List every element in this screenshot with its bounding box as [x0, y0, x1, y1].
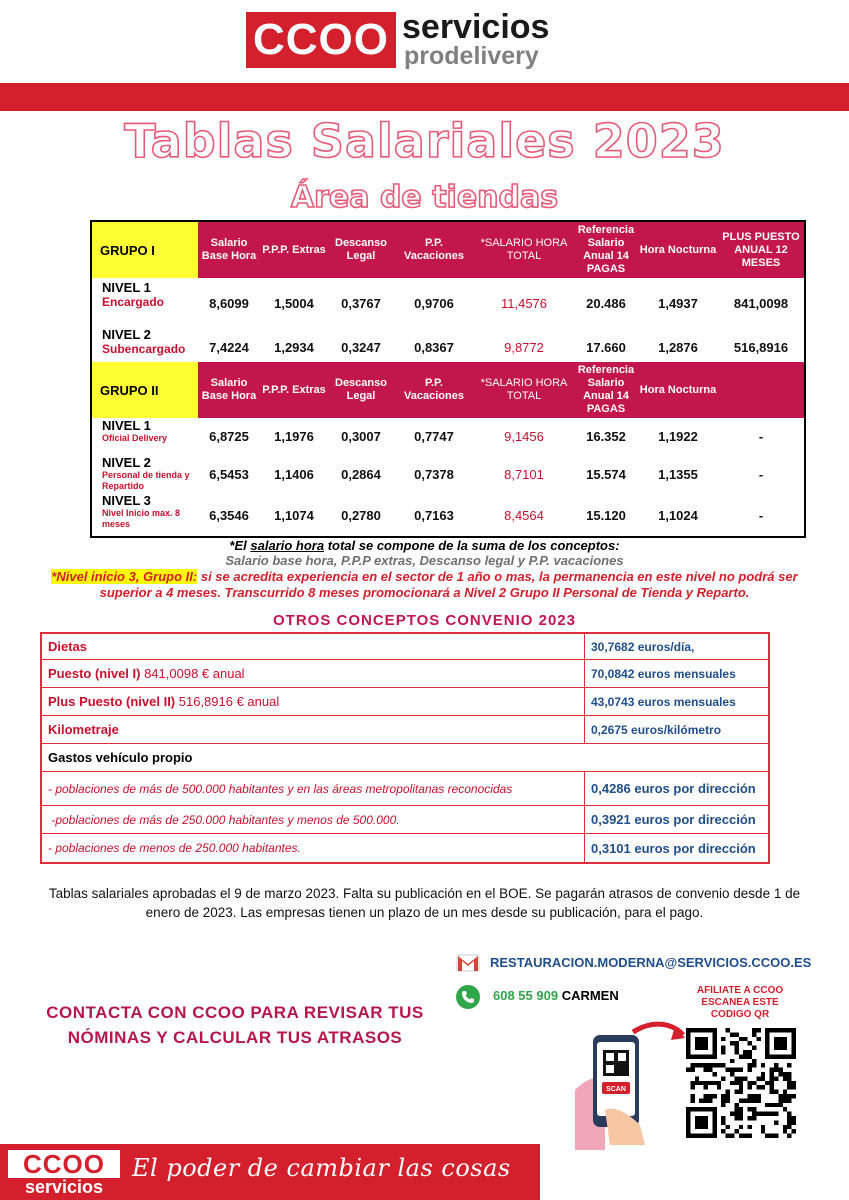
value-cell: 1,4937 — [658, 296, 698, 311]
otros-value: 30,7682 euros/día, — [591, 639, 695, 654]
level-category: Oficial Delivery — [102, 433, 168, 443]
value-cell: 516,8916 — [733, 339, 789, 355]
otros-concept — [42, 716, 585, 743]
table-row — [92, 327, 804, 367]
level-cell — [92, 455, 198, 493]
value-cell: 6,3546 — [209, 508, 249, 523]
otros-row — [42, 660, 768, 688]
page-title: Tablas Salariales 2023 — [124, 114, 725, 168]
note-concepts: Salario base hora, P.P.P extras, Descanso legal y P.P. vacaciones — [225, 553, 624, 568]
otros-row — [42, 834, 768, 862]
level-name: NIVEL 1 — [102, 418, 151, 433]
value-cell: - — [758, 508, 764, 523]
column-header: PLUS PUESTO ANUAL 12 MESES — [722, 230, 800, 269]
concept-detail: - poblaciones de menos de 250.000 habitantes. — [48, 841, 301, 855]
value-cell: 0,7378 — [414, 466, 454, 482]
column-header: Salario Base Hora — [201, 377, 257, 402]
otros-row — [42, 688, 768, 716]
table-row — [92, 280, 804, 327]
value-cell: 1,2876 — [658, 339, 698, 355]
salary-table — [90, 220, 806, 538]
note-underlined: salario hora — [250, 538, 325, 553]
note-text: total se compone de la suma de los conceptos: — [324, 538, 620, 553]
concept-detail: 516,8916 € anual — [175, 694, 280, 709]
level-name: NIVEL 2 — [102, 327, 151, 342]
column-header: *SALARIO HORA TOTAL — [480, 377, 568, 402]
column-header: P.P. Vacaciones — [404, 377, 464, 402]
otros-row — [42, 744, 768, 772]
value-cell: 1,1074 — [274, 508, 314, 523]
brand-subtitle: prodelivery — [404, 42, 539, 70]
value-cell: 8,7101 — [504, 466, 544, 482]
column-header: Referencia Salario Anual 14 PAGAS — [577, 364, 635, 415]
page-subtitle: Área de tiendas — [290, 180, 559, 215]
footer-logo-ccoo: CCOO — [8, 1150, 120, 1178]
concept-name: Kilometraje — [48, 722, 119, 737]
column-header: Descanso Legal — [335, 237, 387, 262]
value-cell: 16.352 — [586, 429, 626, 444]
concept-detail: -poblaciones de más de 250.000 habitantes y menos de 500.000. — [48, 812, 400, 827]
otros-row — [42, 634, 768, 660]
group-label: GRUPO I — [92, 222, 198, 278]
scan-label: SCAN — [606, 1086, 626, 1093]
value-cell: 1,1355 — [658, 466, 698, 482]
value-cell: 9,8772 — [504, 339, 544, 355]
value-cell: 0,8367 — [414, 339, 454, 355]
column-header: *SALARIO HORA TOTAL — [480, 237, 568, 262]
level-cell — [92, 280, 198, 327]
hand-scanning-phone-illustration — [575, 1020, 685, 1150]
otros-value: 43,0743 euros mensuales — [591, 694, 736, 709]
otros-value: 70,0842 euros mensuales — [591, 666, 736, 681]
header-red-bar — [0, 83, 849, 111]
otros-concept — [42, 744, 768, 771]
otros-row — [42, 716, 768, 744]
value-cell: 1,2934 — [274, 339, 314, 355]
value-cell: 8,4564 — [504, 508, 544, 523]
level-cell — [92, 327, 198, 367]
footer-logo-servicios: servicios — [24, 1177, 104, 1197]
otros-concept — [42, 806, 585, 833]
column-header: Referencia Salario Anual 14 PAGAS — [577, 224, 635, 275]
value-cell: 1,1976 — [274, 429, 314, 444]
value-cell: 6,5453 — [209, 466, 249, 482]
value-cell: 0,3247 — [341, 339, 381, 355]
value-cell: 1,1922 — [658, 429, 698, 444]
level-category: Encargado — [102, 295, 165, 309]
table-header-group2 — [92, 362, 804, 418]
value-cell: 0,3007 — [341, 429, 381, 444]
value-cell: 0,2864 — [341, 466, 381, 482]
level-category: Subencargado — [102, 342, 186, 356]
note-text: *El — [229, 538, 251, 553]
footer-slogan: El poder de cambiar las cosas — [132, 1154, 511, 1182]
otros-concept — [42, 834, 585, 862]
note-nivel-inicio — [0, 569, 849, 601]
column-header: Salario Base Hora — [201, 237, 257, 262]
level-category: Personal de tienda y Repartido — [102, 470, 190, 491]
table-row — [92, 455, 804, 493]
value-cell: - — [758, 429, 764, 444]
level-category: Nivel Inicio max. 8 meses — [102, 508, 181, 529]
value-cell: 15.120 — [586, 508, 626, 523]
mail-icon — [456, 953, 480, 973]
level-name: NIVEL 2 — [102, 455, 151, 470]
value-cell: 6,8725 — [209, 429, 249, 444]
value-cell: 8,6099 — [209, 296, 249, 311]
value-cell: 15.574 — [586, 466, 626, 482]
footer-logo — [8, 1150, 120, 1196]
concept-name: Gastos vehículo propio — [48, 750, 193, 765]
otros-concept — [42, 634, 585, 659]
afiliate-label: AFILIATE A CCOO ESCANEA ESTE CODIGO QR — [696, 985, 784, 1020]
otros-concept — [42, 688, 585, 715]
contact-email[interactable]: RESTAURACION.MODERNA@SERVICIOS.CCOO.ES — [490, 955, 812, 970]
column-header: P.P.P. Extras — [262, 243, 326, 256]
otros-value: 0,2675 euros/kilómetro — [591, 722, 722, 737]
otros-concept — [42, 660, 585, 687]
call-to-action: CONTACTA CON CCOO PARA REVISAR TUS NÓMINAS Y CALCULAR TUS ATRASOS — [46, 1003, 424, 1047]
level-name: NIVEL 1 — [102, 280, 151, 295]
table-header-group1 — [92, 222, 804, 278]
table-row — [92, 418, 804, 455]
note-highlight: *Nivel inicio 3, Grupo II: — [51, 569, 198, 584]
phone-contact-name: CARMEN — [558, 988, 619, 1003]
value-cell: 1,1406 — [274, 466, 314, 482]
qr-code[interactable] — [686, 1028, 796, 1138]
note-text: si se acredita experiencia en el sector de 1 año o mas, la permanencia en este nivel no podrá ser superior a 4 meses. Transcurrido 8 meses promocionará a Nivel 2 Grupo II Personal de Tienda y Reparto. — [99, 569, 798, 600]
level-cell — [92, 418, 198, 455]
value-cell: - — [758, 466, 764, 482]
approval-note: Tablas salariales aprobadas el 9 de marzo 2023. Falta su publicación en el BOE. Se pagarán atrasos de convenio desde 1 de enero de 2023. Las empresas tienen un plazo de un mes desde su publicación, para el pago. — [48, 886, 801, 920]
level-name: NIVEL 3 — [102, 493, 151, 508]
logo-text: CCOO — [253, 15, 389, 64]
value-cell: 7,4224 — [209, 339, 249, 355]
phone-number: 608 55 909 — [493, 988, 559, 1003]
value-cell: 0,2780 — [341, 508, 381, 523]
brand-title: servicios — [402, 8, 550, 46]
column-header: P.P. Vacaciones — [404, 237, 464, 262]
column-header: Hora Nocturna — [639, 243, 717, 256]
note-salary-composition — [0, 538, 849, 553]
value-cell: 11,4576 — [500, 296, 548, 311]
otros-value: 0,4286 euros por dirección — [591, 781, 756, 796]
ccoo-logo — [246, 12, 396, 68]
level-cell — [92, 493, 198, 538]
otros-concept — [42, 772, 585, 805]
group-label: GRUPO II — [92, 362, 198, 418]
concept-detail: 841,0098 € anual — [140, 666, 245, 681]
otros-conceptos-table — [40, 632, 770, 864]
value-cell: 0,3767 — [341, 296, 381, 311]
column-header — [718, 362, 804, 418]
concept-name: Dietas — [48, 639, 88, 654]
value-cell: 17.660 — [586, 339, 626, 355]
concept-name: Plus Puesto (nivel II) — [48, 694, 176, 709]
concept-detail: - poblaciones de más de 500.000 habitantes y en las áreas metropolitanas reconocidas — [48, 781, 513, 796]
otros-row — [42, 772, 768, 806]
otros-value: 0,3101 euros por dirección — [591, 840, 756, 856]
otros-row — [42, 806, 768, 834]
value-cell: 0,7163 — [414, 508, 454, 523]
whatsapp-phone-icon — [456, 985, 480, 1009]
contact-phone[interactable] — [493, 988, 619, 1003]
value-cell: 0,7747 — [414, 429, 454, 444]
column-header: Descanso Legal — [335, 377, 387, 402]
value-cell: 841,0098 — [733, 296, 789, 311]
otros-conceptos-title: OTROS CONCEPTOS CONVENIO 2023 — [273, 612, 576, 629]
value-cell: 0,9706 — [414, 296, 454, 311]
value-cell: 20.486 — [586, 296, 626, 311]
table-row — [92, 493, 804, 538]
column-header: Hora Nocturna — [639, 383, 717, 396]
value-cell: 9,1456 — [504, 429, 544, 444]
concept-name: Puesto (nivel I) — [48, 666, 141, 681]
otros-value: 0,3921 euros por dirección — [591, 812, 756, 827]
value-cell: 1,5004 — [274, 296, 314, 311]
column-header: P.P.P. Extras — [262, 383, 326, 396]
value-cell: 1,1024 — [658, 508, 698, 523]
